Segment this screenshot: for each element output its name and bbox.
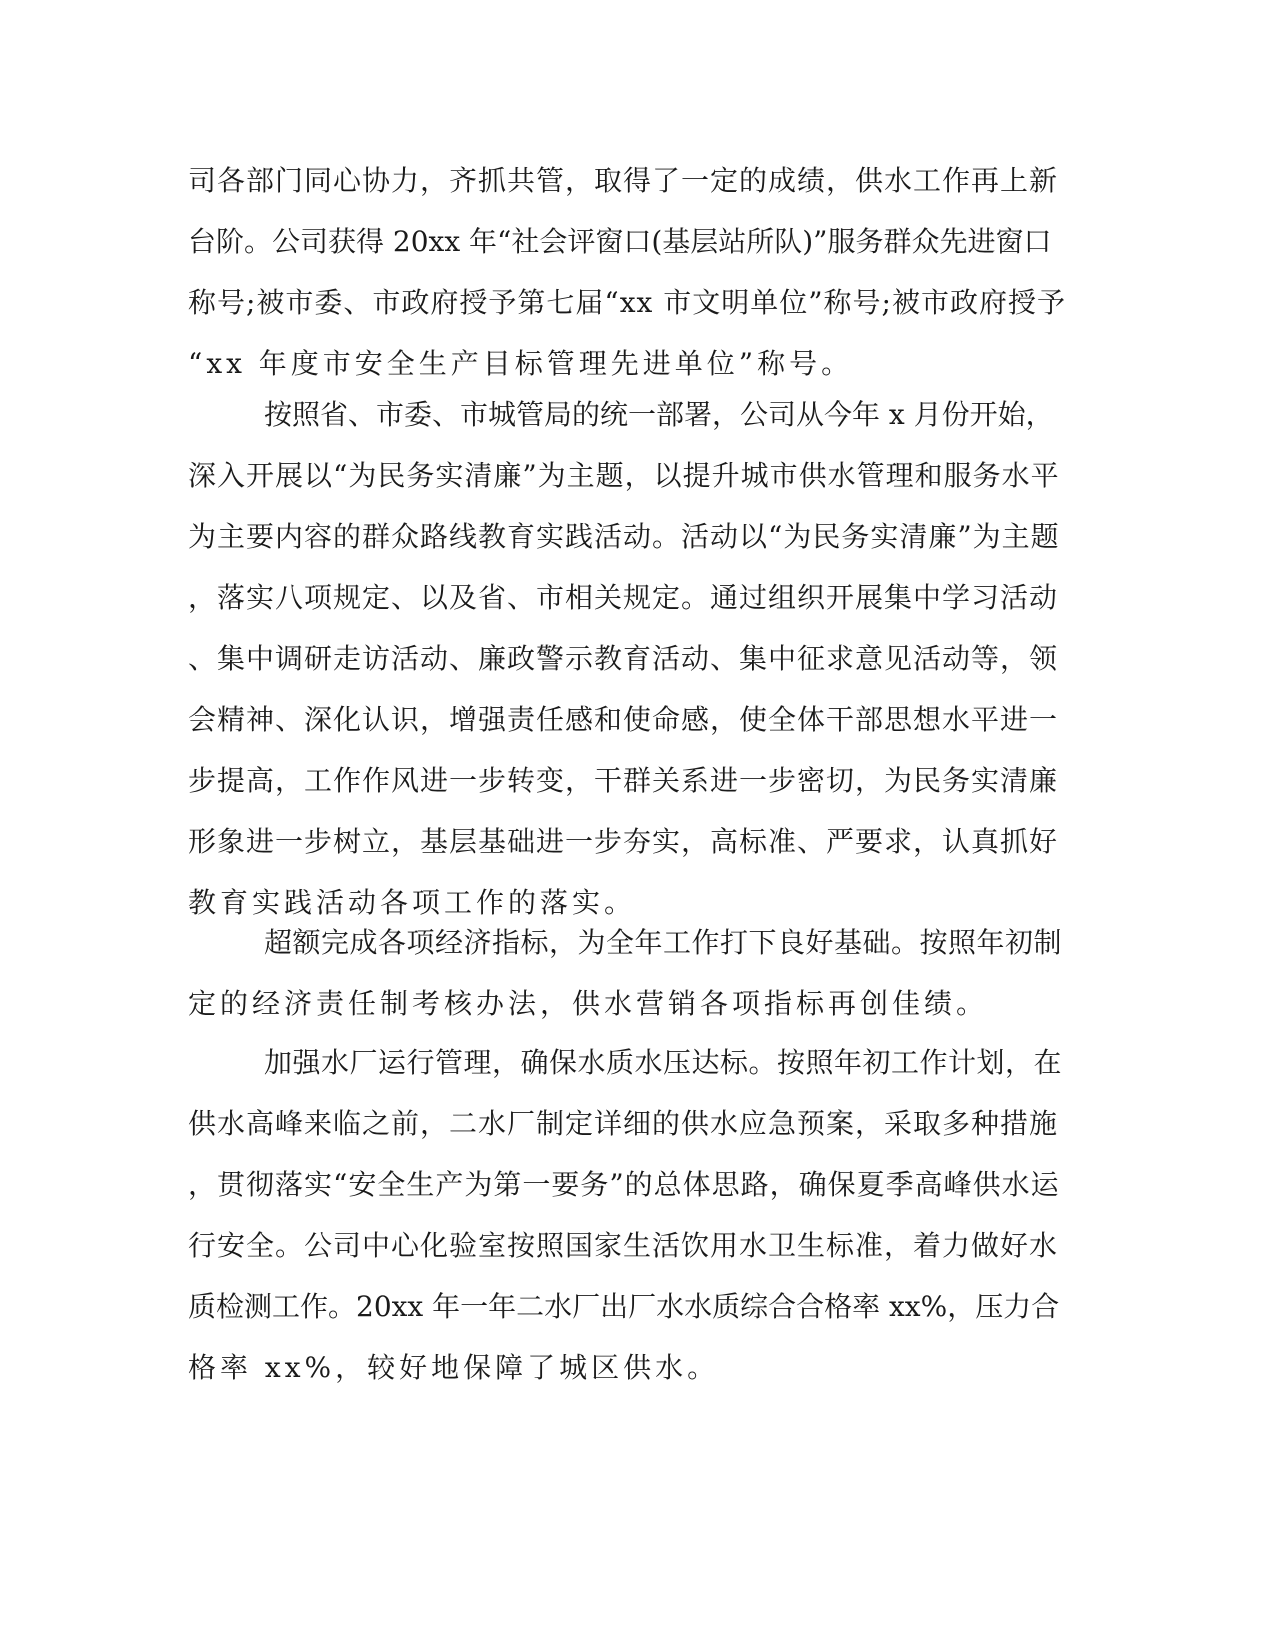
text-line: “xx 年度市安全生产目标管理先进单位”称号。	[188, 347, 854, 380]
text-line: 供水高峰来临之前，二水厂制定详细的供水应急预案，采取多种措施	[188, 1107, 1059, 1140]
text-line: 定的经济责任制考核办法，供水营销各项指标再创佳绩。	[188, 987, 989, 1020]
text-line: 按照省、市委、市城管局的统一部署，公司从今年 x 月份开始，	[264, 398, 1054, 431]
text-line: 超额完成各项经济指标，为全年工作打下良好基础。按照年初制	[264, 926, 1063, 959]
text-line: 步提高，工作作风进一步转变，干群关系进一步密切，为民务实清廉	[188, 764, 1059, 797]
text-line: 深入开展以“为民务实清廉”为主题，以提升城市供水管理和服务水平	[188, 459, 1060, 492]
text-line: 会精神、深化认识，增强责任感和使命感，使全体干部思想水平进一	[188, 703, 1059, 736]
text-line: 教育实践活动各项工作的落实。	[188, 886, 637, 919]
text-line: 台阶。公司获得 20xx 年“社会评窗口(基层站所队)”服务群众先进窗口	[188, 225, 1052, 258]
text-line: ，贯彻落实“安全生产为第一要务”的总体思路，确保夏季高峰供水运	[188, 1168, 1060, 1201]
text-line: 质检测工作。20xx 年一年二水厂出厂水水质综合合格率 xx%，压力合	[188, 1290, 1060, 1323]
text-line: 形象进一步树立，基层基础进一步夯实，高标准、严要求，认真抓好	[188, 825, 1059, 858]
text-line: 加强水厂运行管理，确保水质水压达标。按照年初工作计划，在	[264, 1046, 1063, 1079]
paragraph-2	[188, 384, 1068, 933]
paragraph-1	[188, 150, 1068, 394]
text-line: 称号;被市委、市政府授予第七届“xx 市文明单位”称号;被市政府授予	[188, 286, 1066, 319]
text-line: 、集中调研走访活动、廉政警示教育活动、集中征求意见活动等，领	[188, 642, 1059, 675]
text-line: ，落实八项规定、以及省、市相关规定。通过组织开展集中学习活动	[188, 581, 1059, 614]
text-line: 司各部门同心协力，齐抓共管，取得了一定的成绩，供水工作再上新	[188, 164, 1059, 197]
text-line: 行安全。公司中心化验室按照国家生活饮用水卫生标准，着力做好水	[188, 1229, 1059, 1262]
paragraph-3	[188, 912, 1068, 1034]
text-line: 格率 xx%，较好地保障了城区供水。	[188, 1351, 720, 1384]
paragraph-4	[188, 1032, 1068, 1398]
text-line: 为主要内容的群众路线教育实践活动。活动以“为民务实清廉”为主题	[188, 520, 1060, 553]
